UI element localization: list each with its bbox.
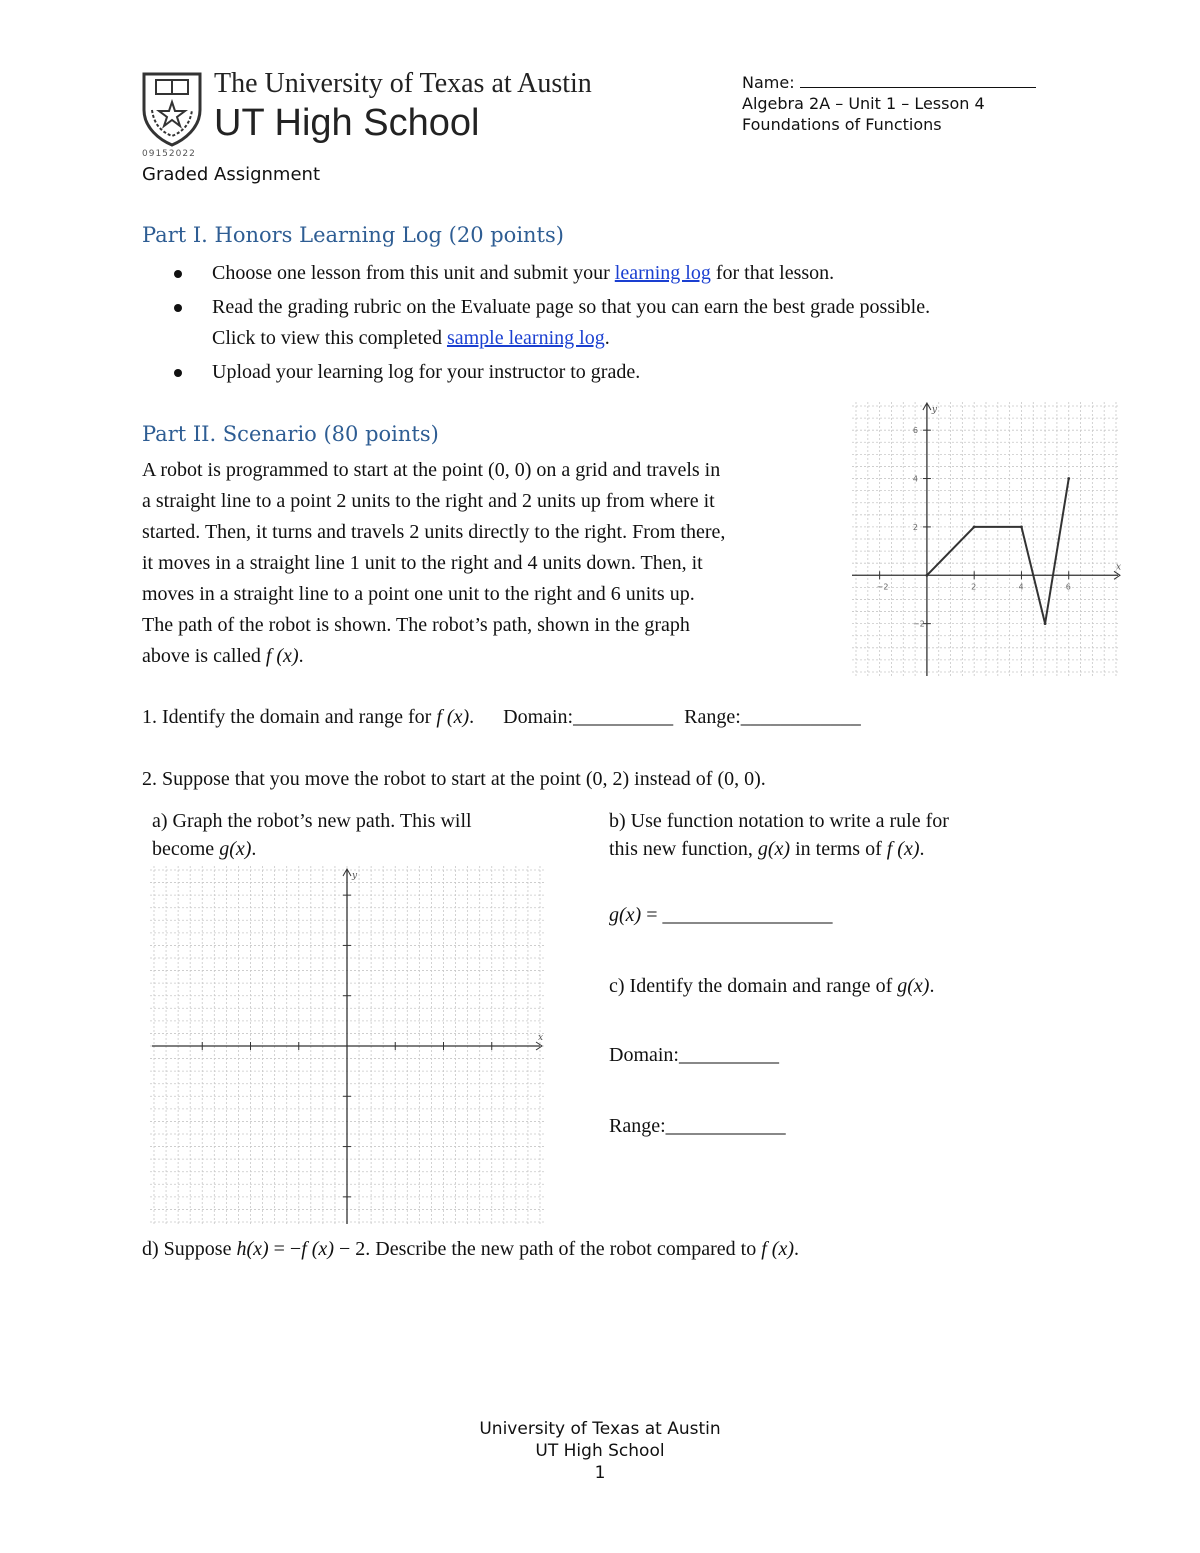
footer-university: University of Texas at Austin	[479, 1419, 721, 1439]
y-tick-label: 4	[912, 474, 919, 484]
question-2b: b) Use function notation to write a rule for this new function, g(x) in terms of f (x).	[609, 810, 949, 860]
document-code: 09152022	[142, 149, 196, 159]
part2-heading: Part II. Scenario (80 points)	[142, 422, 439, 446]
path-vertex	[973, 526, 976, 529]
x-axis-label: x	[1116, 562, 1122, 573]
question-2c: c) Identify the domain and range of g(x).	[609, 975, 935, 997]
path-vertex	[1020, 526, 1023, 529]
topic-label: Foundations of Functions	[742, 115, 942, 134]
x-tick-label: −2	[876, 582, 889, 592]
bullet-icon	[174, 304, 182, 312]
university-name: The University of Texas at Austin	[214, 68, 592, 99]
y-tick-label: 6	[912, 426, 919, 436]
x-tick-label: 2	[971, 582, 977, 592]
q1-domain-blank[interactable]: Domain:__________	[503, 706, 674, 728]
school-name: UT High School	[214, 102, 480, 144]
path-vertex	[926, 574, 929, 577]
footer-school: UT High School	[535, 1441, 665, 1461]
y-axis-label: y	[931, 405, 938, 415]
bullet-icon	[174, 270, 182, 278]
blank-grid-graph[interactable]	[150, 866, 544, 1226]
question-2: 2. Suppose that you move the robot to start at the point (0, 2) instead of (0, 0).	[142, 768, 766, 790]
list-item: Choose one lesson from this unit and submit your learning log for that lesson.	[172, 258, 1092, 289]
q1-range-blank[interactable]: Range:____________	[684, 706, 861, 728]
question-1: 1. Identify the domain and range for f (x). Domain:__________ Range:____________	[142, 706, 861, 728]
question-2d: d) Suppose h(x) = −f (x) − 2. Describe the new path of the robot compared to f (x).	[142, 1238, 800, 1260]
name-label: Name:	[742, 73, 795, 92]
x-tick-label: 4	[1018, 582, 1024, 592]
robot-path-graph	[850, 400, 1122, 678]
scenario-text: A robot is programmed to start at the point (0, 0) on a grid and travels in a straight line to a point 2 units to the right and 2 units up from where it started. Then, it turns and travels 2 units directly to the right. From there, it moves in a straight line 1 unit to the right and 4 units down. Then, it moves in a straight line to a point one unit to the right and 6 units up. The path of the robot is shown. The robot’s path, shown in the graph above is called f (x).	[142, 459, 726, 667]
bullet-icon	[174, 369, 182, 377]
page-number: 1	[594, 1463, 606, 1483]
question-2a: a) Graph the robot’s new path. This will become g(x).	[152, 810, 472, 860]
name-field[interactable]	[800, 72, 1036, 88]
footer	[0, 1418, 1200, 1484]
learning-log-link[interactable]: learning log	[614, 262, 711, 284]
ut-shield-logo	[140, 70, 204, 148]
list-item: Read the grading rubric on the Evaluate page so that you can earn the best grade possible. Click to view this completed sample learning log.	[172, 292, 1092, 354]
y-tick-label: −2	[912, 619, 925, 629]
x-axis-label: x	[538, 1033, 544, 1043]
c-range-blank[interactable]: Range:____________	[609, 1115, 786, 1137]
y-tick-label: 2	[912, 522, 919, 532]
path-vertex	[1044, 622, 1047, 625]
path-vertex	[1067, 477, 1070, 480]
part1-heading: Part I. Honors Learning Log (20 points)	[142, 223, 564, 247]
x-tick-label: 6	[1065, 582, 1071, 592]
list-item: Upload your learning log for your instructor to grade.	[172, 357, 1092, 388]
g-rule-blank[interactable]: g(x) = _________________	[609, 904, 833, 926]
graded-assignment-label: Graded Assignment	[142, 164, 321, 185]
c-domain-blank[interactable]: Domain:__________	[609, 1044, 779, 1066]
course-label: Algebra 2A – Unit 1 – Lesson 4	[742, 94, 985, 113]
sample-learning-log-link[interactable]: sample learning log	[446, 327, 605, 349]
header-info	[742, 72, 1036, 135]
y-axis-label: y	[352, 871, 358, 881]
part1-bullets	[172, 258, 1092, 391]
